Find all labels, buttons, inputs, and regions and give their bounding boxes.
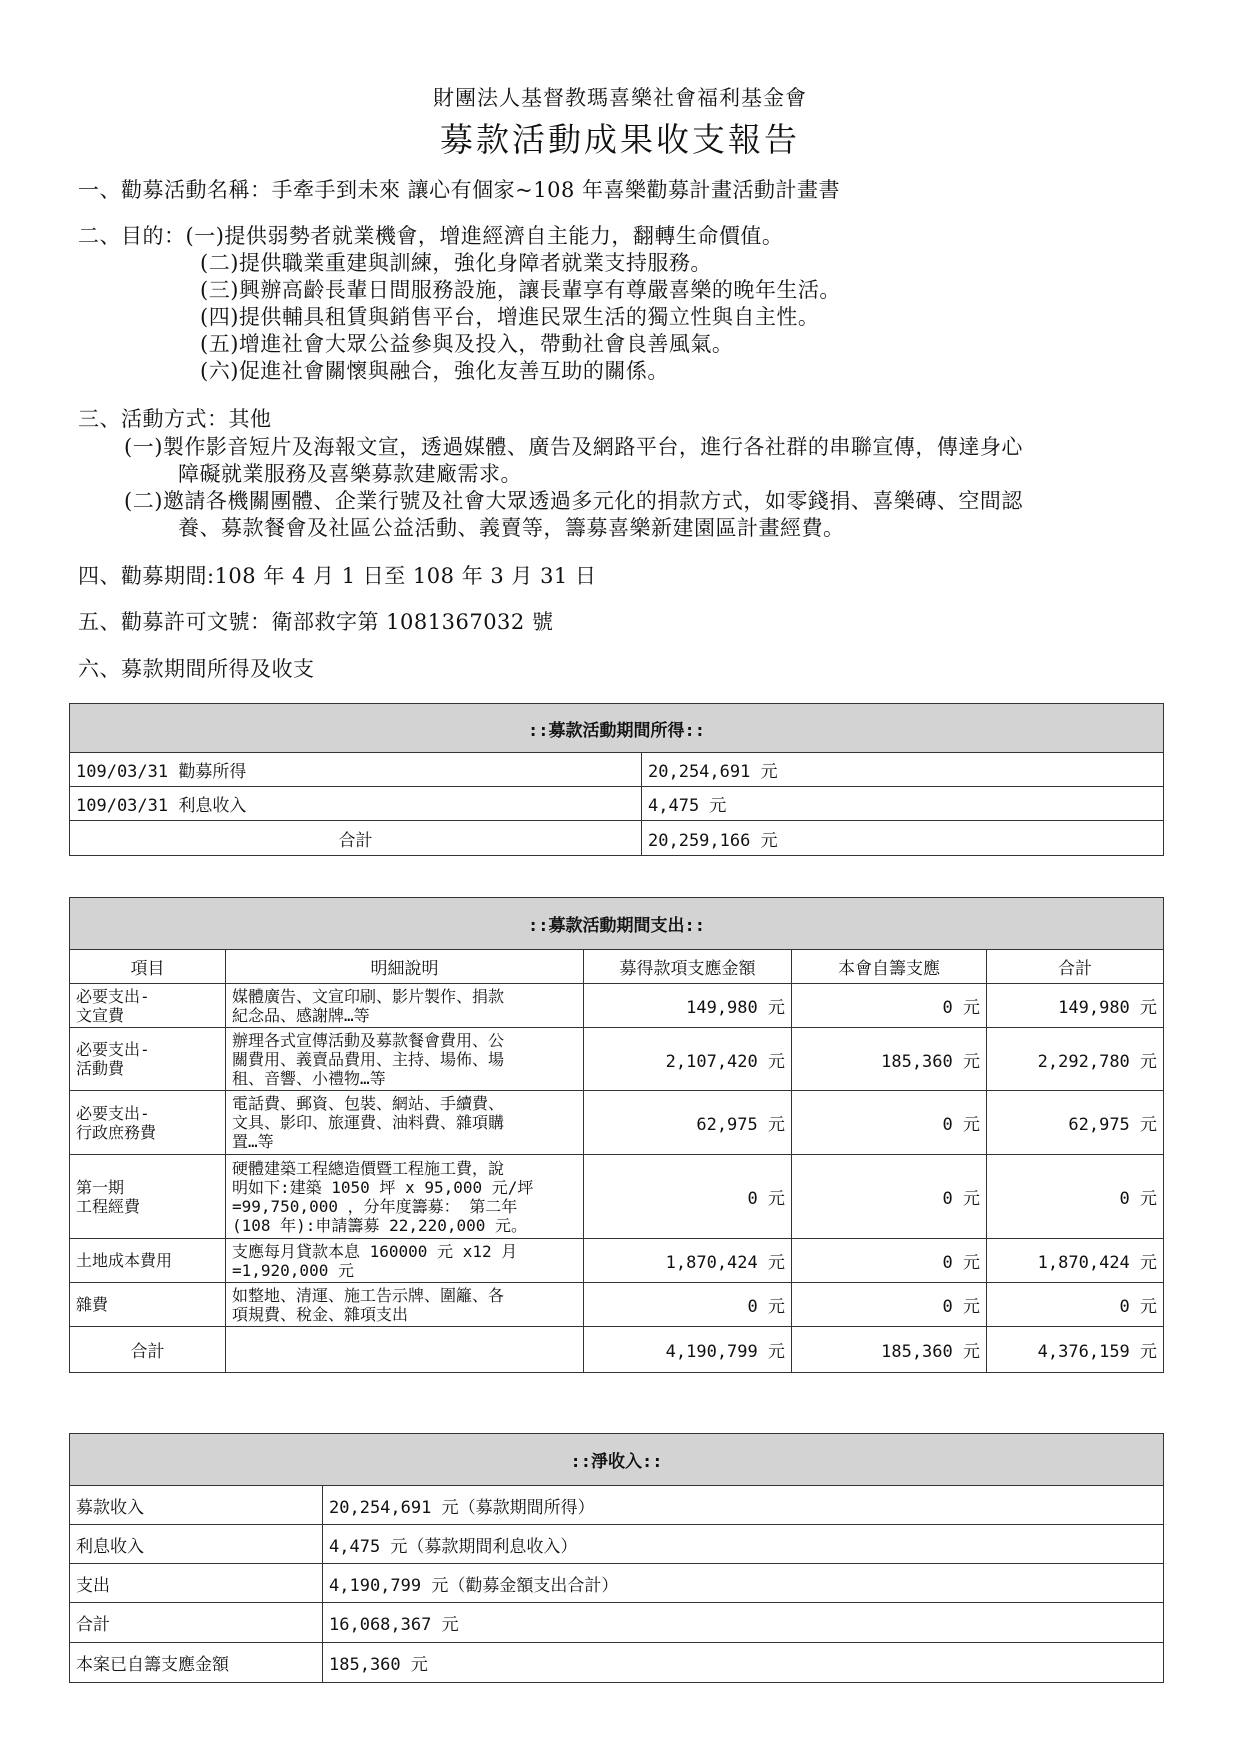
- description-line: 置…等: [232, 1132, 274, 1151]
- income-total-value: 20,259,166 元: [642, 821, 1164, 856]
- row-total: 149,980 元: [987, 984, 1164, 1028]
- raised-amount: 149,980 元: [584, 984, 792, 1028]
- expense-total-label: 合計: [70, 1327, 226, 1373]
- expense-item: [70, 984, 226, 1028]
- column-header: 項目: [70, 950, 226, 984]
- table-row: [70, 1091, 1164, 1155]
- grand-total: 4,376,159 元: [987, 1327, 1164, 1373]
- table-row: [70, 1028, 1164, 1091]
- expense-item: [70, 1091, 226, 1155]
- income-total-label: 合計: [70, 821, 642, 856]
- expense-item: [70, 1028, 226, 1091]
- method-item-line: (一)製作影音短片及海報文宣，透過媒體、廣告及網路平台，進行各社群的串聯宣傳，傳達身心: [124, 435, 1023, 459]
- self-funded-amount: 0 元: [792, 1239, 987, 1283]
- purpose-item: (五)增進社會大眾公益參與及投入，帶動社會良善風氣。: [200, 332, 734, 356]
- raised-amount: 0 元: [584, 1155, 792, 1239]
- row-total: 62,975 元: [987, 1091, 1164, 1155]
- total-self-funded-amount: 185,360 元: [792, 1327, 987, 1373]
- table-row: [70, 984, 1164, 1028]
- table-row: [70, 1486, 1164, 1525]
- description-line: 項規費、稅金、雜項支出: [232, 1304, 409, 1324]
- income-value: 4,475 元: [642, 787, 1164, 821]
- self-funded-amount: 0 元: [792, 1283, 987, 1327]
- net-label: 支出: [70, 1564, 323, 1603]
- description-line: =99,750,000 ，分年度籌募： 第二年: [232, 1196, 518, 1216]
- net-value: 185,360 元: [323, 1643, 1164, 1683]
- section-2-purpose: 二、目的：(一)提供弱勢者就業機會，增進經濟自主能力，翻轉生命價值。: [78, 224, 784, 248]
- row-total: 0 元: [987, 1283, 1164, 1327]
- table-row: [70, 1327, 1164, 1373]
- method-item-line: 障礙就業服務及喜樂募款建廠需求。: [178, 462, 522, 486]
- purpose-item: (三)興辦高齡長輩日間服務設施，讓長輩享有尊嚴喜樂的晚年生活。: [200, 278, 841, 302]
- net-label: 募款收入: [70, 1486, 323, 1525]
- table-row: [70, 787, 1164, 821]
- description-line: 電話費、郵資、包裝、網站、手續費、: [232, 1094, 505, 1113]
- item-line: 工程經費: [76, 1196, 141, 1216]
- item-line: 必要支出-: [76, 1103, 150, 1123]
- description-line: (108 年):申請籌募 22,220,000 元。: [232, 1215, 528, 1235]
- table-row: [70, 1283, 1164, 1327]
- description-line: 支應每月貸款本息 160000 元 x12 月: [232, 1241, 518, 1261]
- self-funded-amount: 0 元: [792, 1155, 987, 1239]
- income-label: 109/03/31 利息收入: [70, 787, 642, 821]
- table-row: [70, 1643, 1164, 1683]
- purpose-item: (二)提供職業重建與訓練，強化身障者就業支持服務。: [200, 251, 712, 275]
- net-income-table: [69, 1433, 1164, 1683]
- expense-item: [70, 1155, 226, 1239]
- empty-cell: [226, 1327, 584, 1373]
- column-header: 合計: [987, 950, 1164, 984]
- expense-description: [226, 1091, 584, 1155]
- expense-table: [69, 897, 1164, 1373]
- self-funded-amount: 0 元: [792, 984, 987, 1028]
- table-row: [70, 821, 1164, 856]
- section-4-period: 四、勸募期間:108 年 4 月 1 日至 108 年 3 月 31 日: [78, 564, 597, 588]
- description-line: 辦理各式宣傳活動及募款餐會費用、公: [232, 1030, 505, 1050]
- table-row: [70, 1564, 1164, 1603]
- net-income-table-title: ::淨收入::: [70, 1434, 1164, 1486]
- income-label: 109/03/31 勸募所得: [70, 753, 642, 787]
- description-line: 文具、影印、旅運費、油料費、雜項購: [232, 1113, 505, 1132]
- column-header: 募得款項支應金額: [584, 950, 792, 984]
- table-row: [70, 1239, 1164, 1283]
- net-label: 合計: [70, 1603, 323, 1643]
- net-label: 本案已自籌支應金額: [70, 1643, 323, 1683]
- table-row: [70, 753, 1164, 787]
- self-funded-amount: 185,360 元: [792, 1028, 987, 1091]
- item-line: 文宣費: [76, 1005, 125, 1025]
- section-1-activity-name: 一、勸募活動名稱：手牽手到未來 讓心有個家~108 年喜樂勸募計畫活動計畫書: [78, 178, 841, 202]
- item-line: 土地成本費用: [76, 1251, 173, 1270]
- table-row: [70, 1155, 1164, 1239]
- item-line: 活動費: [76, 1059, 125, 1078]
- table-header-row: [70, 950, 1164, 984]
- expense-description: [226, 1155, 584, 1239]
- table-row: [70, 1525, 1164, 1564]
- section-3-method: 三、活動方式：其他: [78, 407, 272, 431]
- row-total: 0 元: [987, 1155, 1164, 1239]
- expense-table-title: ::募款活動期間支出::: [70, 898, 1164, 950]
- raised-amount: 62,975 元: [584, 1091, 792, 1155]
- purpose-item: (四)提供輔具租賃與銷售平台，增進民眾生活的獨立性與自主性。: [200, 305, 820, 329]
- raised-amount: 0 元: [584, 1283, 792, 1327]
- net-value: 20,254,691 元（募款期間所得）: [323, 1486, 1164, 1525]
- income-table: [69, 703, 1164, 856]
- method-item-line: 養、募款餐會及社區公益活動、義賣等，籌募喜樂新建園區計畫經費。: [178, 516, 845, 540]
- expense-description: [226, 1028, 584, 1091]
- column-header: 明細說明: [226, 950, 584, 984]
- net-value: 4,190,799 元（勸募金額支出合計）: [323, 1564, 1164, 1603]
- item-line: 必要支出-: [76, 986, 150, 1006]
- description-line: 硬體建築工程總造價暨工程施工費，說: [232, 1158, 505, 1178]
- item-line: 行政庶務費: [76, 1122, 157, 1142]
- description-line: 媒體廣告、文宣印刷、影片製作、捐款: [232, 986, 505, 1006]
- description-line: 紀念品、感謝牌…等: [232, 1005, 370, 1025]
- expense-description: [226, 1283, 584, 1327]
- item-line: 第一期: [76, 1177, 125, 1197]
- self-funded-amount: 0 元: [792, 1091, 987, 1155]
- expense-description: [226, 984, 584, 1028]
- row-total: 1,870,424 元: [987, 1239, 1164, 1283]
- income-table-title: ::募款活動期間所得::: [70, 704, 1164, 753]
- raised-amount: 2,107,420 元: [584, 1028, 792, 1091]
- row-total: 2,292,780 元: [987, 1028, 1164, 1091]
- description-line: 租、音響、小禮物…等: [232, 1068, 386, 1088]
- raised-amount: 1,870,424 元: [584, 1239, 792, 1283]
- description-line: 關費用、義賣品費用、主持、場佈、場: [232, 1049, 505, 1069]
- description-line: =1,920,000 元: [232, 1260, 354, 1280]
- organization-name: 財團法人基督教瑪喜樂社會福利基金會: [433, 86, 807, 110]
- income-value: 20,254,691 元: [642, 753, 1164, 787]
- net-value: 4,475 元（募款期間利息收入）: [323, 1525, 1164, 1564]
- item-line: 雜費: [76, 1295, 109, 1314]
- item-line: 必要支出-: [76, 1040, 150, 1059]
- expense-item: [70, 1239, 226, 1283]
- table-row: [70, 1603, 1164, 1643]
- expense-description: [226, 1239, 584, 1283]
- method-item-line: (二)邀請各機關團體、企業行號及社會大眾透過多元化的捐款方式，如零錢捐、喜樂磚、空間認: [124, 489, 1023, 513]
- description-line: 如整地、清運、施工告示牌、圍籬、各: [232, 1285, 505, 1305]
- expense-item: [70, 1283, 226, 1327]
- description-line: 明如下:建築 1050 坪 x 95,000 元/坪: [232, 1177, 534, 1197]
- net-label: 利息收入: [70, 1525, 323, 1564]
- total-raised-amount: 4,190,799 元: [584, 1327, 792, 1373]
- section-6-heading: 六、募款期間所得及收支: [78, 657, 315, 681]
- section-5-permit-number: 五、勸募許可文號：衛部救字第 1081367032 號: [78, 610, 554, 634]
- report-title: 募款活動成果收支報告: [440, 120, 800, 159]
- purpose-item: (六)促進社會關懷與融合，強化友善互助的關係。: [200, 359, 669, 383]
- column-header: 本會自籌支應: [792, 950, 987, 984]
- net-value: 16,068,367 元: [323, 1603, 1164, 1643]
